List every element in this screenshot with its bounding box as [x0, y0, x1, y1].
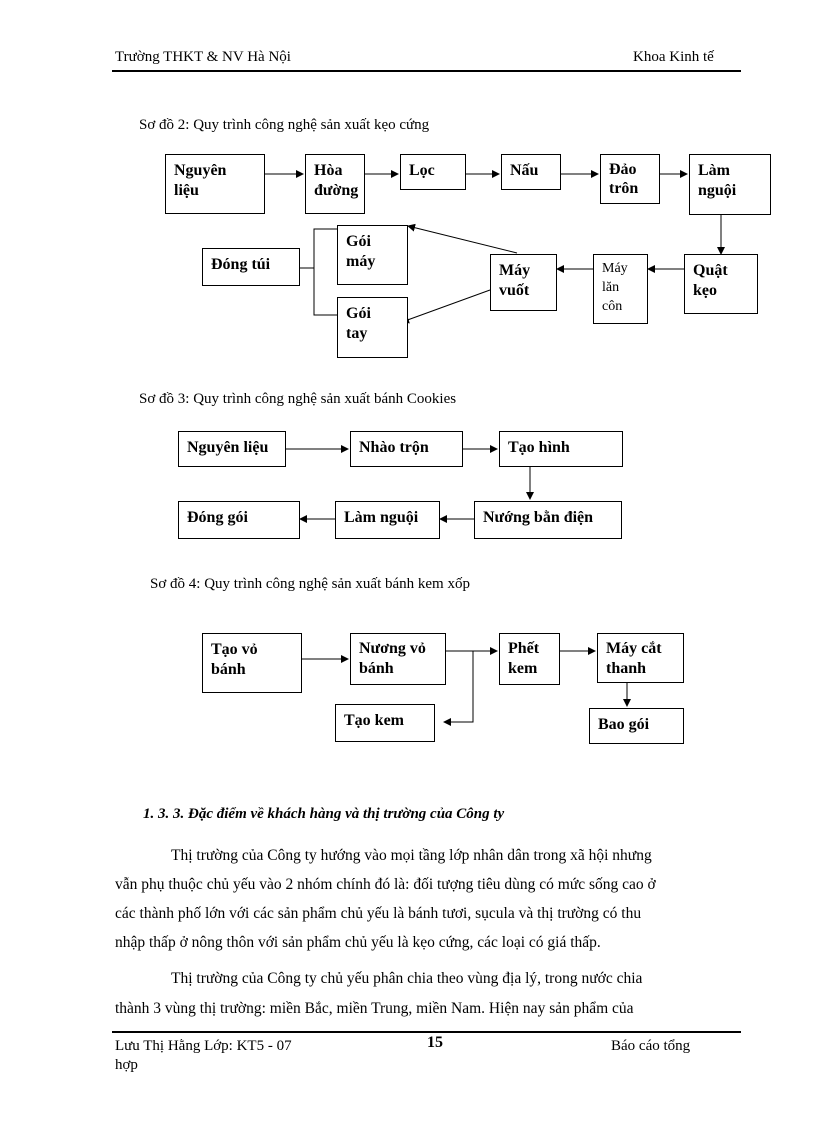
para1-line2: vẫn phụ thuộc chủ yếu vào 2 nhóm chính đó là: đối tượng tiêu dùng có mức sống cao ở: [115, 876, 656, 893]
d3-node-nuong: Nướng bằn điện: [474, 501, 622, 539]
para2-line1: Thị trường của Công ty chủ yếu phân chia theo vùng địa lý, trong nước chia: [171, 970, 643, 987]
d2-node-goi-tay: Gói tay: [337, 297, 408, 358]
para1-line4: nhập thấp ở nông thôn với sản phẩm chủ yếu là kẹo cứng, các loại có giá thấp.: [115, 934, 601, 951]
d4-node-phet-kem: Phết kem: [499, 633, 560, 685]
d4-node-tao-kem: Tạo kem: [335, 704, 435, 742]
d2-node-dao-tron: Đảo trôn: [600, 154, 660, 204]
arrow-d4-4: [444, 651, 473, 722]
footer-report: Báo cáo tổng: [611, 1038, 691, 1054]
para1-line3: các thành phố lớn với các sản phẩm chủ yếu là bánh tươi, sụcula và thị trường có thu: [115, 905, 642, 922]
footer-rule: [112, 1031, 741, 1033]
d2-node-hoa-duong: Hòa đường: [305, 154, 365, 214]
bracket-d2: [314, 229, 337, 315]
diagram3-caption: Sơ đồ 3: Quy trình công nghệ sản xuất bánh Cookies: [139, 391, 457, 407]
header-school: Trường THKT & NV Hà Nội: [115, 49, 291, 65]
d3-node-lam-nguoi: Làm nguội: [335, 501, 440, 539]
d3-node-tao-hinh: Tạo hình: [499, 431, 623, 467]
d3-node-dong-goi: Đóng gói: [178, 501, 300, 539]
para2-line2: thành 3 vùng thị trường: miền Bắc, miền Trung, miền Nam. Hiện nay sản phẩm của: [115, 1000, 634, 1017]
d4-node-may-cat: Máy cắt thanh: [597, 633, 684, 683]
diagram4-caption: Sơ đồ 4: Quy trình công nghệ sản xuất bánh kem xốp: [150, 576, 470, 592]
d4-node-bao-goi: Bao gói: [589, 708, 684, 744]
d2-node-lam-nguoi: Làm nguội: [689, 154, 771, 215]
arrow-d2-9: [408, 226, 517, 253]
d4-node-tao-vo: Tạo vỏ bánh: [202, 633, 302, 693]
para1-line1: Thị trường của Công ty hướng vào mọi tầng lớp nhân dân trong xã hội nhưng: [171, 847, 652, 864]
diagram2-caption: Sơ đồ 2: Quy trình công nghệ sản xuất kẹo cứng: [139, 117, 430, 133]
d2-node-quat-keo: Quật kẹo: [684, 254, 758, 314]
d3-node-nhao-tron: Nhào trộn: [350, 431, 463, 467]
d2-node-nau: Nấu: [501, 154, 561, 190]
d2-node-may-lan-con: Máy lăn côn: [593, 254, 648, 324]
d2-node-loc: Lọc: [400, 154, 466, 190]
section-title: 1. 3. 3. Đặc điểm về khách hàng và thị trường của Công ty: [143, 806, 505, 822]
header-faculty: Khoa Kinh tế: [633, 49, 714, 65]
page-number: 15: [427, 1034, 443, 1051]
d2-node-goi-may: Gói máy: [337, 225, 408, 285]
d2-node-may-vuot: Máy vuốt: [490, 254, 557, 311]
d2-node-nguyen-lieu: Nguyên liệu: [165, 154, 265, 214]
footer-author-cont: hợp: [115, 1057, 138, 1073]
d3-node-nguyen-lieu: Nguyên liệu: [178, 431, 286, 467]
footer-author: Lưu Thị Hằng Lớp: KT5 - 07: [115, 1038, 292, 1054]
d2-node-dong-tui: Đóng túi: [202, 248, 300, 286]
d4-node-nuong-vo: Nương vỏ bánh: [350, 633, 446, 685]
arrow-d2-10: [402, 290, 490, 322]
